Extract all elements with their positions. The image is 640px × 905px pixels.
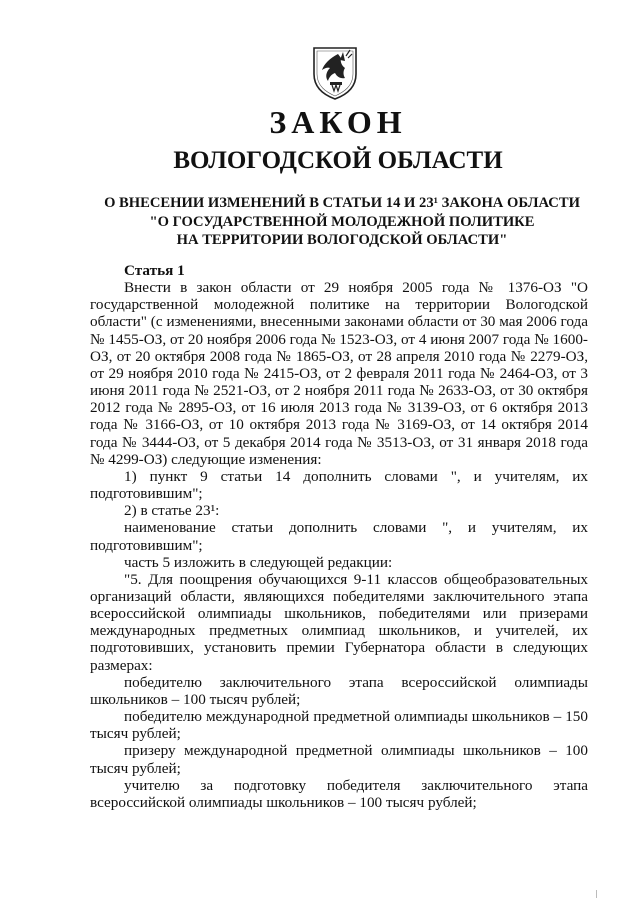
document-title: ЗАКОН <box>269 104 407 140</box>
prize-4: учителю за подготовку победителя заключительного этапа всероссийской олимпиады школьников – 100 тысяч рублей; <box>90 776 588 811</box>
item-1: 1) пункт 9 статьи 14 дополнить словами ", и учителям, их подготовившим"; <box>90 467 588 503</box>
item-2-part-5: часть 5 изложить в следующей редакции: <box>124 553 393 571</box>
region-title: ВОЛОГОДСКОЙ ОБЛАСТИ <box>173 147 503 174</box>
prize-2: победителю международной предметной олимпиады школьников – 150 тысяч рублей; <box>90 708 588 743</box>
prize-1: победителю заключительного этапа всероссийской олимпиады школьников – 100 тысяч рублей; <box>90 673 588 708</box>
article-heading: Статья 1 <box>124 262 185 279</box>
document-body <box>90 262 588 811</box>
new-part-5-text: "5. Для поощрения обучающихся 9-11 классов общеобразовательных организаций области, являющихся победителями заключительного этапа всероссийской олимпиады школьников, победителями или призерами международных предметных олимпиад школьников, и учителей, их подготовивших, установить премии Губернатора области в следующих размерах: <box>90 570 588 674</box>
subtitle-line-3: НА ТЕРРИТОРИИ ВОЛОГОДСКОЙ ОБЛАСТИ" <box>176 232 508 248</box>
item-2-name-change: наименование статьи дополнить словами ", и учителям, их подготовившим"; <box>90 519 588 554</box>
article-intro: Внести в закон области от 29 ноября 2005 года № 1376-ОЗ "О государственной молодежной политике на территории Вологодской области" (с изменениями, внесенными законами области от 30 мая 2006 года № 1455-ОЗ, от 20 ноября 2006 года № 1523-ОЗ, от 4 июня 2007 года № 1600-ОЗ, от 20 октября 2008 года № 1865-ОЗ, от 28 апреля 2010 года № 2279-ОЗ, от 29 ноября 2010 года № 2415-ОЗ, от 2 февраля 2011 года № 2464-ОЗ, от 3 июня 2011 года № 2521-ОЗ, от 2 ноября 2011 года № 2633-ОЗ, от 30 октября 2012 года № 2895-ОЗ, от 16 июля 2013 года № 3139-ОЗ, от 6 октября 2013 года № 3166-ОЗ, от 10 октября 2013 года № 3169-ОЗ, от 14 октября 2014 года № 3444-ОЗ, от 5 декабря 2014 года № 3513-ОЗ, от 31 января 2018 года № 4299-ОЗ) следующие изменения: <box>90 279 588 468</box>
law-subtitle <box>90 194 594 250</box>
subtitle-line-2: "О ГОСУДАРСТВЕННОЙ МОЛОДЕЖНОЙ ПОЛИТИКЕ <box>149 213 535 230</box>
prize-3: призеру международной предметной олимпиады школьников – 100 тысяч рублей; <box>90 742 588 777</box>
subtitle-line-1: О ВНЕСЕНИИ ИЗМЕНЕНИЙ В СТАТЬИ 14 И 23¹ ЗАКОНА ОБЛАСТИ <box>104 195 580 211</box>
item-2: 2) в статье 23¹: <box>124 502 220 520</box>
coat-of-arms-emblem <box>310 44 360 100</box>
page-edge-mark <box>596 890 597 898</box>
